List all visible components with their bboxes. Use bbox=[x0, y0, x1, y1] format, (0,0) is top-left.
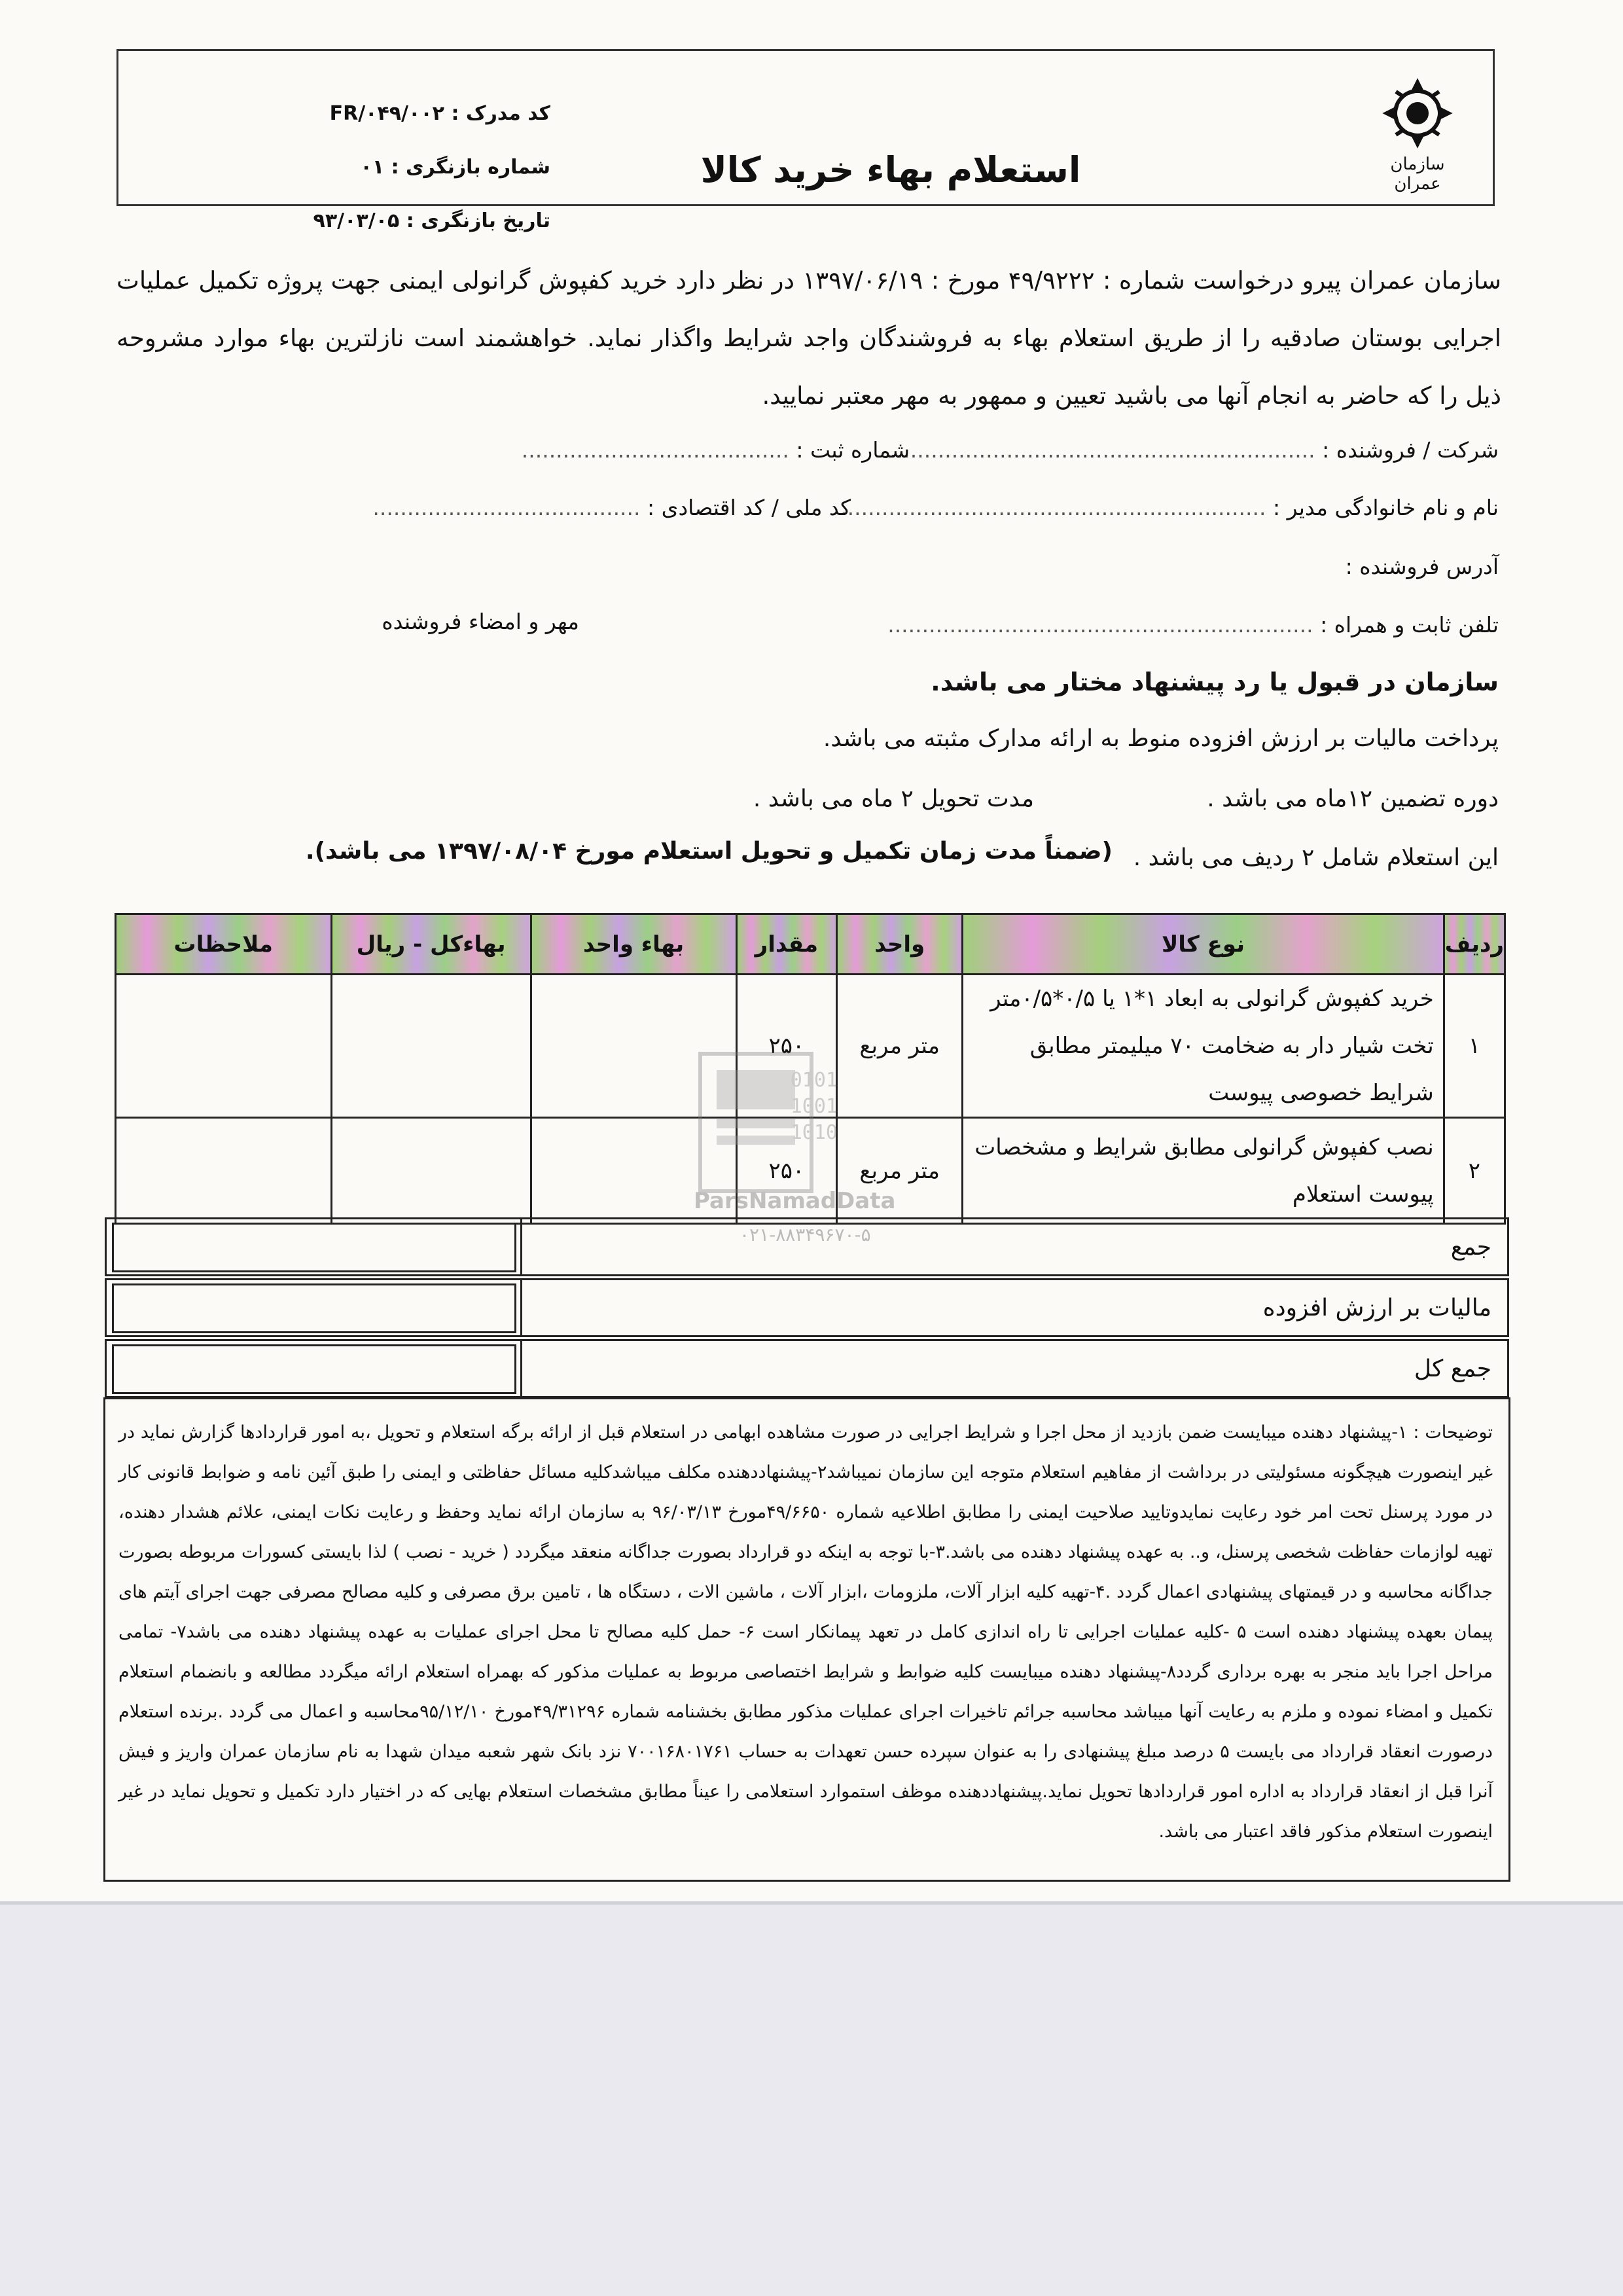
grand-total-divider bbox=[520, 1341, 522, 1396]
item-notes[interactable] bbox=[116, 975, 332, 1118]
grand-total-label: جمع کل bbox=[1414, 1355, 1491, 1382]
manager-dots: .............................................................. bbox=[840, 495, 1266, 520]
manager-field bbox=[840, 495, 1499, 520]
col-header-quantity: مقدار bbox=[736, 914, 837, 975]
vat-row bbox=[105, 1278, 1509, 1337]
col-header-total-price: بهاءکل - ریال bbox=[331, 914, 531, 975]
reg-no-field bbox=[522, 437, 910, 463]
item-notes[interactable] bbox=[116, 1118, 332, 1224]
document-meta bbox=[158, 87, 550, 248]
col-header-row-no: ردیف bbox=[1444, 914, 1505, 975]
logo-emblem-icon bbox=[1382, 77, 1454, 149]
intro-paragraph: سازمان عمران پیرو درخواست شماره : ۴۹/۹۲۲۲ مورخ : ۱۳۹۷/۰۶/۱۹ در نظر دارد خرید کفپوش گرانولی ایمنی جهت پروژه تکمیل عملیات اجرایی بوستان صادقیه را از طریق استعلام بهاء به فروشندگان واجد شرایط واگذار نماید. خواهشمند است نازلترین بهاء موارد مشروحه ذیل را که حاضر به انجام آنها می باشید تعیین و ممهور به مهر معتبر نمایید. bbox=[116, 266, 1501, 410]
reg-no-label: شماره ثبت : bbox=[796, 437, 910, 463]
sum-row bbox=[105, 1217, 1509, 1276]
manager-label: نام و نام خانوادگی مدیر : bbox=[1272, 495, 1499, 520]
rows-count-statement: این استعلام شامل ۲ ردیف می باشد . bbox=[1133, 844, 1499, 871]
sum-divider bbox=[520, 1219, 522, 1274]
address-label: آدرس فروشنده : bbox=[1345, 554, 1499, 579]
grand-total-row bbox=[105, 1339, 1509, 1398]
col-header-unit: واحد bbox=[837, 914, 963, 975]
warranty-statement: دوره تضمین ۱۲ماه می باشد . bbox=[1207, 785, 1499, 812]
phone-dots: .............................................................. bbox=[887, 612, 1313, 637]
national-id-field bbox=[372, 495, 851, 520]
national-id-dots: ....................................... bbox=[372, 495, 641, 520]
covered-bottom-area bbox=[0, 1905, 1623, 2296]
item-unit: متر مربع bbox=[837, 1118, 963, 1224]
completion-statement: (ضمناً مدت زمان تکمیل و تحویل استعلام مورخ ۱۳۹۷/۰۸/۰۴ می باشد). bbox=[305, 838, 1113, 865]
grand-total-value-box[interactable] bbox=[112, 1344, 516, 1394]
item-description: نصب کفپوش گرانولی مطابق شرایط و مشخصات پیوست استعلام bbox=[963, 1118, 1444, 1224]
table-header-row bbox=[116, 914, 1505, 975]
vat-value-box[interactable] bbox=[112, 1283, 516, 1333]
company-label: شرکت / فروشنده : bbox=[1322, 437, 1499, 463]
organization-name: سازمان عمران bbox=[1390, 154, 1445, 194]
vat-statement: پرداخت مالیات بر ارزش افزوده منوط به ارائه مدارک مثبته می باشد. bbox=[823, 725, 1499, 752]
item-total-price[interactable] bbox=[331, 975, 531, 1118]
org-right-statement: سازمان در قبول یا رد پیشنهاد مختار می باشد. bbox=[931, 668, 1499, 696]
col-header-item-type: نوع کالا bbox=[963, 914, 1444, 975]
company-dots: .............................................................. bbox=[889, 437, 1315, 463]
svg-text:1010: 1010 bbox=[790, 1121, 838, 1144]
watermark-stamp bbox=[687, 1047, 962, 1244]
item-quantity: ۲۵۰ bbox=[736, 1118, 837, 1224]
item-description: خرید کفپوش گرانولی به ابعاد ۱*۱ یا ۰/۵*۰/۵متر تخت شیار دار به ضخامت ۷۰ میلیمتر مطابق شرایط خصوصی پیوست bbox=[963, 975, 1444, 1118]
item-unit: متر مربع bbox=[837, 975, 963, 1118]
svg-text:0101: 0101 bbox=[790, 1069, 838, 1092]
phone-label: تلفن ثابت و همراه : bbox=[1320, 612, 1499, 637]
vat-label: مالیات بر ارزش افزوده bbox=[1262, 1295, 1491, 1321]
col-header-unit-price: بهاء واحد bbox=[531, 914, 736, 975]
sum-value-box[interactable] bbox=[112, 1223, 516, 1272]
stamp-brand: ParsNamadData bbox=[694, 1188, 896, 1214]
address-field bbox=[1346, 554, 1499, 579]
item-quantity: ۲۵۰ bbox=[736, 975, 837, 1118]
phone-field bbox=[887, 612, 1499, 637]
notes-box: توضیحات : ۱-پیشنهاد دهنده میبایست ضمن بازدید از محل اجرا و شرایط اجرایی در صورت مشاهده ابهامی در استعلام قبل از ارائه برگه استعلام و تحویل ،به امور قراردادها گزارش نماید در غیر اینصورت هیچگونه مسئولیتی در برداشت از مفاهیم استعلام متوجه این سازمان نمیباشد۲-پیشنهاددهنده مکلف میباشدکلیه مسائل حفاظتی و ایمنی را طبق آئین نامه و ضوابط قانونی کار در مورد پرسنل تحت امر خود رعایت نمایدوتایید صلاحیت ایمنی را مطابق اطلاعیه شماره ۴۹/۶۶۵۰مورخ ۹۶/۰۳/۱۳ به سازمان ارائه نماید وحفظ و رعایت نکات ایمنی، علائم هشدار دهنده، تهیه لوازمات حفاظت شخصی پرسنل، و.. به عهده پیشنهاد دهنده می باشد.۳-با توجه به اینکه دو قرارداد بصورت جداگانه منعقد میگردد ( خرید - نصب ) لذا بایستی کسورات مربوطه بصورت جداگانه محاسبه و در قیمتهای پیشنهادی اعمال گردد .۴-تهیه کلیه ابزار آلات، ملزومات ،ابزار آلات ، ماشین الات ، دستگاه ها ، تامین برق مصرفی و کلیه مصالح مصرفی جهت اجرای آیتم های پیمان بعهده پیشنهاد دهنده است ۵ -کلیه عملیات اجرایی تا راه اندازی کامل در تعهد پیمانکار است ۶- حمل کلیه مصالح تا محل اجرای عملیات به عهده پیشنهاد دهنده می باشد۷- تمامی مراحل اجرا باید منجر به بهره برداری گردد۸-پیشنهاد دهنده میبایست کلیه ضوابط و شرایط اختصاصی مربوط به عملیات مذکور که بهمراه استعلام ارائه میگردد مطالعه و بانضمام استعلام تکمیل و امضاء نموده و ملزم به رعایت آنها میباشد محاسبه جرائم تاخیرات اجرای عملیات مذکور مطابق بخشنامه شماره ۴۹/۳۱۲۹۶مورخ ۹۵/۱۲/۱۰محاسبه و اعمال می گردد .برنده استعلام درصورت انعقاد قرارداد می بایست ۵ درصد مبلغ پیشنهادی را به عنوان سپرده حسن تعهدات به حساب ۷۰۰۱۶۸۰۱۷۶۱ نزد بانک شهر شعبه میدان شهدا به نام سازمان عمران واریز و فیش آنرا قبل از انعقاد قرارداد به اداره امور قراردادها تحویل نماید.پیشنهاددهنده موظف استموارد استعلامی را عیناً مطابق مشخصات استعلام بهایی که در اختیار دارد تکمیل و تحویل نماید در غیر اینصورت استعلام مذکور فاقد اعتبار می باشد. bbox=[103, 1397, 1510, 1882]
stamp-phone: ۰۲۱-۸۸۳۴۹۶۷۰-۵ bbox=[740, 1224, 871, 1246]
organization-logo bbox=[1368, 77, 1467, 194]
company-field bbox=[889, 437, 1499, 463]
delivery-statement: مدت تحویل ۲ ماه می باشد . bbox=[753, 785, 1034, 812]
row-number: ۱ bbox=[1444, 975, 1505, 1118]
item-total-price[interactable] bbox=[331, 1118, 531, 1224]
col-header-notes: ملاحظات bbox=[116, 914, 332, 975]
revision-date: تاریخ بازنگری : ۹۳/۰۳/۰۵ bbox=[313, 209, 550, 232]
document-title: استعلام بهاء خرید کالا bbox=[700, 149, 1081, 190]
sum-label: جمع bbox=[1450, 1234, 1491, 1261]
national-id-label: کد ملی / کد اقتصادی : bbox=[647, 495, 851, 520]
reg-no-dots: ....................................... bbox=[521, 437, 789, 463]
doc-code: کد مدرک : FR/۰۴۹/۰۰۲ bbox=[329, 102, 550, 125]
row-number: ۲ bbox=[1444, 1118, 1505, 1224]
svg-text:1001: 1001 bbox=[790, 1095, 838, 1118]
seller-seal-label: مهر و امضاء فروشنده bbox=[382, 609, 579, 634]
stamp-icon bbox=[687, 1047, 962, 1244]
vat-divider bbox=[520, 1280, 522, 1335]
revision-number: شماره بازنگری : ۰۱ bbox=[360, 156, 550, 179]
document-header bbox=[116, 49, 1495, 232]
